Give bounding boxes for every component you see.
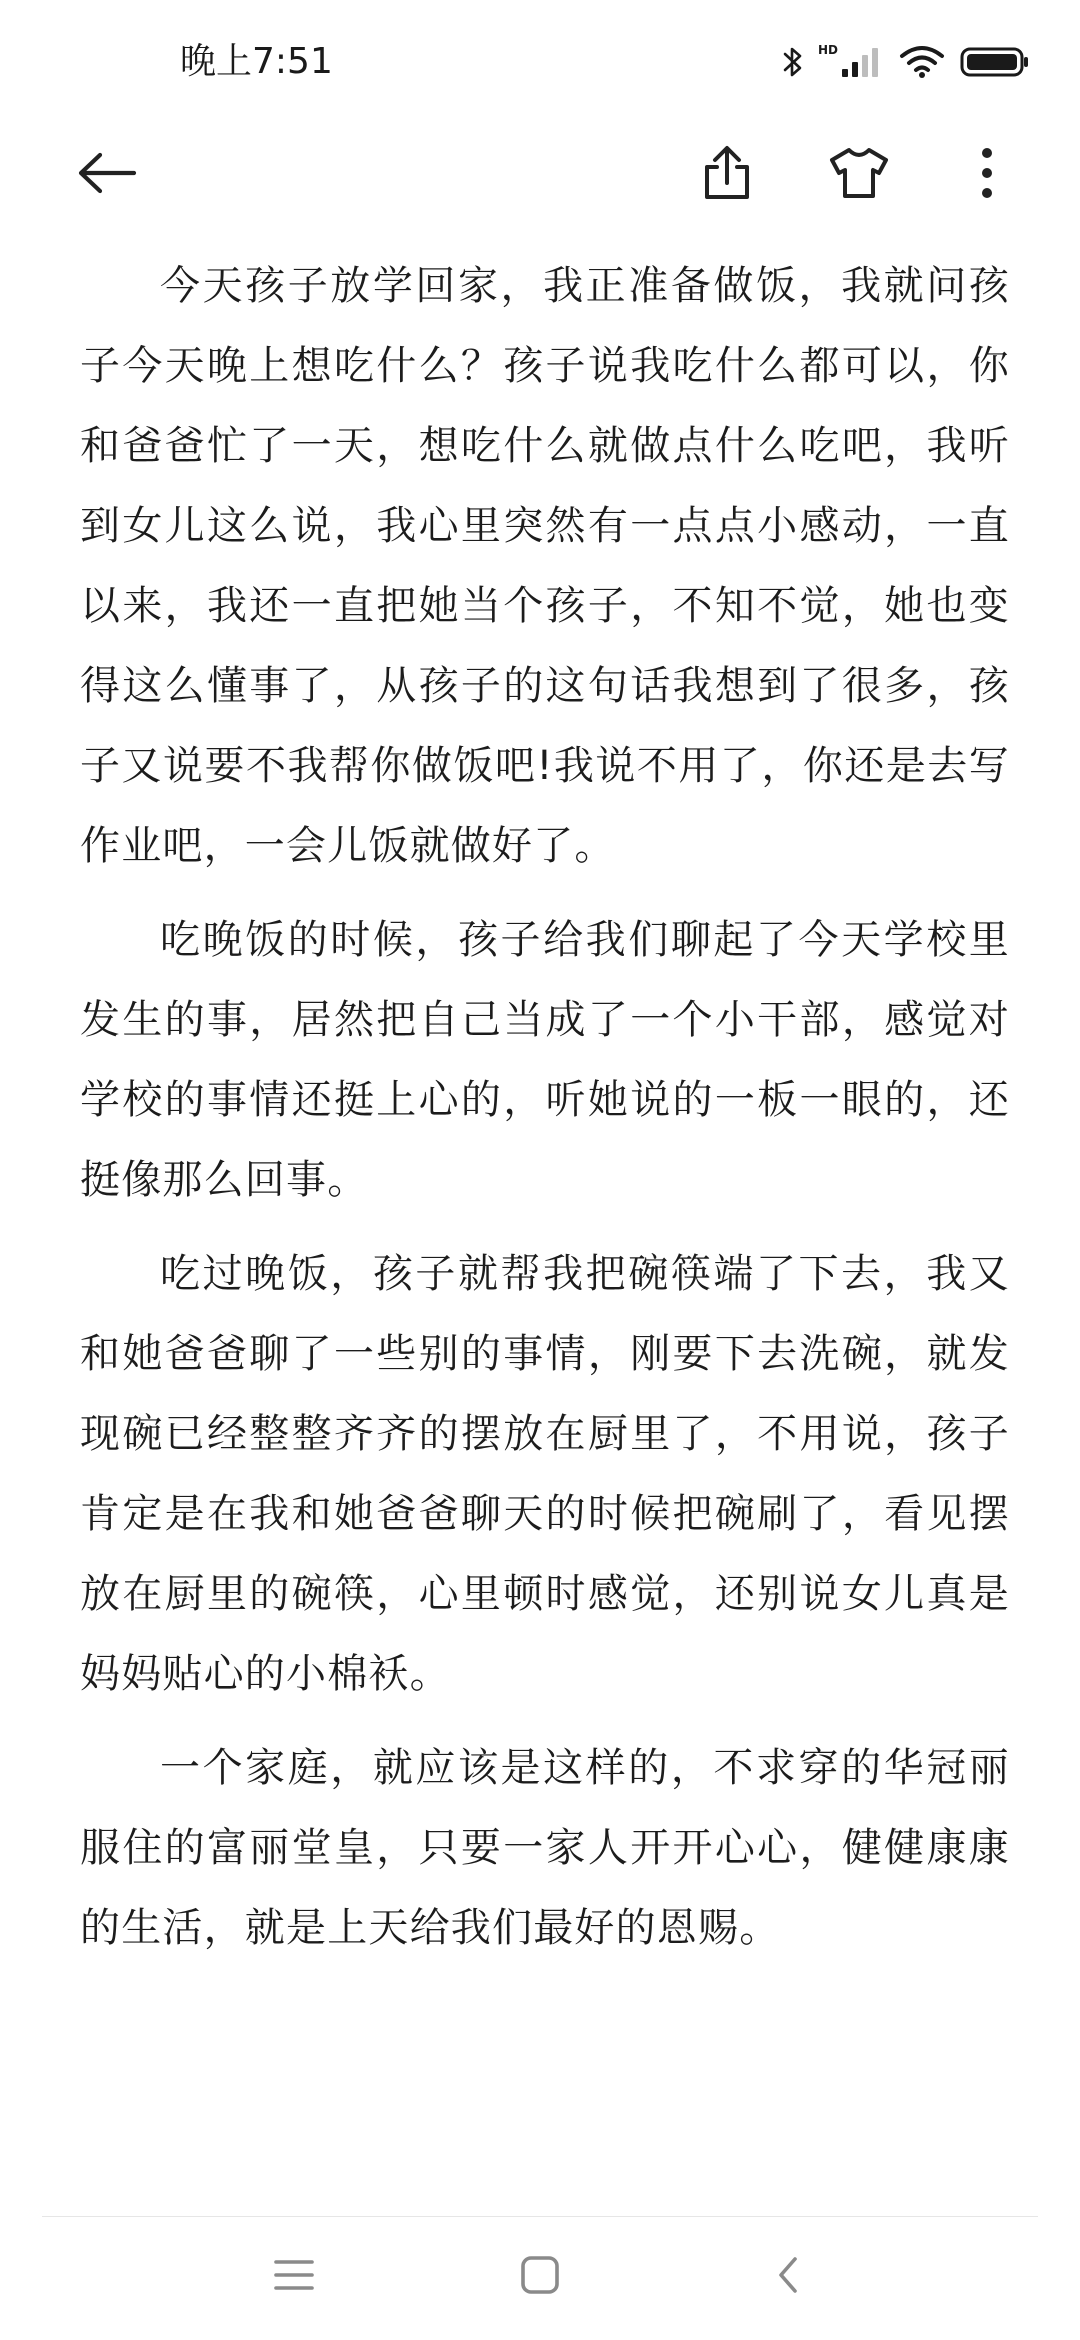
theme-shirt-icon (828, 146, 890, 204)
share-icon (701, 145, 753, 205)
wifi-icon (898, 44, 946, 80)
back-arrow-icon (76, 151, 138, 199)
bluetooth-icon (782, 44, 804, 80)
more-vertical-icon (980, 147, 994, 203)
share-button[interactable] (682, 130, 772, 220)
status-icons (782, 40, 1030, 84)
signal-icon (840, 45, 884, 79)
article-paragraph: 一个家庭，就应该是这样的，不求穿的华冠丽服住的富丽堂皇，只要一家人开开心心，健健康康的生活，就是上天给我们最好的恩赐。 (80, 1745, 1010, 1951)
article-paragraph: 吃过晚饭，孩子就帮我把碗筷端了下去，我又和她爸爸聊了一些别的事情，刚要下去洗碗，就发现碗已经整整齐齐的摆放在厨里了，不用说，孩子肯定是在我和她爸爸聊天的时候把碗刷了，看见摆放在厨里的碗筷，心里顿时感觉，还别说女儿真是妈妈贴心的小棉袄。 (80, 1251, 1010, 1697)
top-app-bar (0, 120, 1080, 230)
battery-icon (960, 45, 1030, 79)
status-time: 晚上7:51 (180, 41, 333, 82)
more-options-button[interactable] (942, 130, 1032, 220)
status-bar (0, 0, 1080, 120)
article-paragraph: 吃晚饭的时候，孩子给我们聊起了今天学校里发生的事，居然把自己当成了一个小干部，感觉对学校的事情还挺上心的，听她说的一板一眼的，还挺像那么回事。 (80, 917, 1010, 1203)
article-body (80, 246, 1010, 1982)
system-navigation-bar (0, 2217, 1080, 2340)
system-back-button[interactable] (738, 2237, 838, 2317)
back-button[interactable] (62, 130, 152, 220)
theme-button[interactable] (814, 130, 904, 220)
home-button[interactable] (490, 2237, 590, 2317)
network-hd-label: HD (817, 43, 838, 57)
menu-icon (274, 2258, 314, 2296)
home-square-icon (520, 2255, 560, 2299)
back-chevron-icon (775, 2255, 801, 2299)
recent-apps-button[interactable] (244, 2237, 344, 2317)
article-paragraph: 今天孩子放学回家，我正准备做饭，我就问孩子今天晚上想吃什么？孩子说我吃什么都可以，你和爸爸忙了一天，想吃什么就做点什么吃吧，我听到女儿这么说，我心里突然有一点点小感动，一直以来，我还一直把她当个孩子，不知不觉，她也变得这么懂事了，从孩子的这句话我想到了很多，孩子又说要不我帮你做饭吧!我说不用了，你还是去写作业吧，一会儿饭就做好了。 (80, 263, 1010, 869)
